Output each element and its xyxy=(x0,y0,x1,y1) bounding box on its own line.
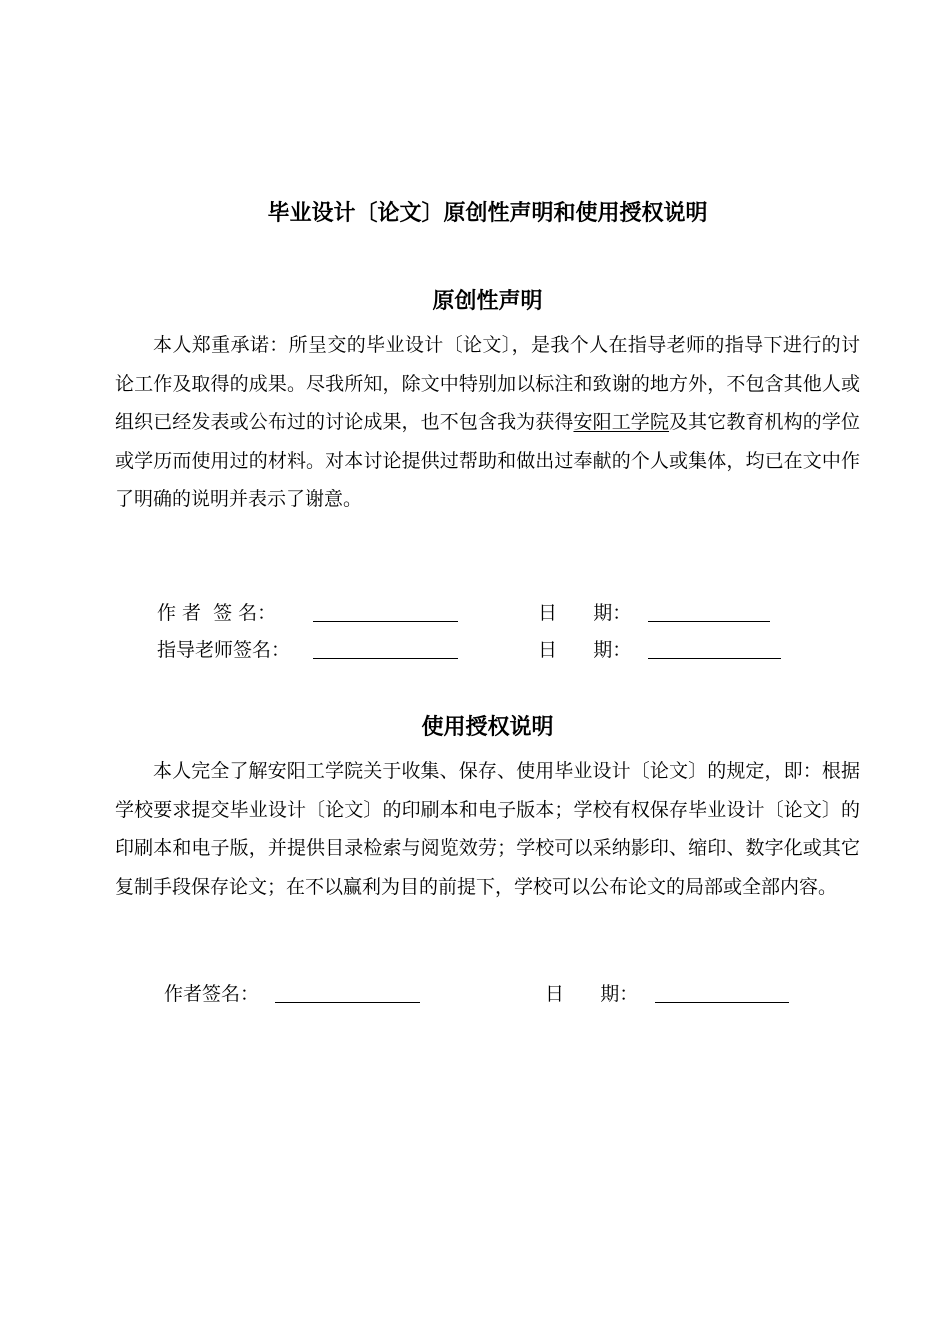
school-name-underlined: 安阳工学院 xyxy=(573,411,670,433)
originality-paragraph xyxy=(115,326,860,519)
advisor-date-line[interactable] xyxy=(648,658,781,659)
author-date-label: 日 期： xyxy=(538,602,632,624)
document-title: 毕业设计〔论文〕原创性声明和使用授权说明 xyxy=(267,201,708,226)
authorization-signature-line[interactable] xyxy=(275,1002,420,1003)
author-signature-line[interactable] xyxy=(313,621,458,622)
authorization-signature-row xyxy=(0,980,950,1008)
authorization-signature-label: 作者签名： xyxy=(164,983,260,1005)
originality-section-title: 原创性声明 xyxy=(432,289,543,314)
advisor-signature-line[interactable] xyxy=(313,658,458,659)
advisor-signature-row xyxy=(0,636,950,664)
originality-text-part1: 本人郑重承诺：所呈交的毕业设计〔论文〕，是我个人在指导老师的指导下进行的讨论工作及取得的成果。尽我所知，除文中特别加以标注和致谢的地方外，不包含其他人或组织已经发表或公布过的讨论成果，也不包含我为获得 xyxy=(115,334,860,433)
author-date-line[interactable] xyxy=(648,621,770,622)
advisor-date-label: 日 期： xyxy=(538,639,632,661)
author-signature-label: 作 者 签 名： xyxy=(157,602,277,624)
originality-text-part2: 及其它教育机构的学位或学历而使用过的材料。对本讨论提供过帮助和做出过奉献的个人或集体，均已在文中作了明确的说明并表示了谢意。 xyxy=(115,411,860,510)
author-signature-row xyxy=(0,599,950,627)
authorization-date-line[interactable] xyxy=(655,1002,789,1003)
authorization-paragraph: 本人完全了解安阳工学院关于收集、保存、使用毕业设计〔论文〕的规定，即：根据学校要求提交毕业设计〔论文〕的印刷本和电子版本；学校有权保存毕业设计〔论文〕的印刷本和电子版，并提供目录检索与阅览效劳；学校可以采纳影印、缩印、数字化或其它复制手段保存论文；在不以赢利为目的前提下，学校可以公布论文的局部或全部内容。 xyxy=(115,760,860,898)
authorization-section-title: 使用授权说明 xyxy=(421,715,554,740)
authorization-date-label: 日 期： xyxy=(545,983,639,1005)
advisor-signature-label: 指导老师签名： xyxy=(157,639,291,661)
